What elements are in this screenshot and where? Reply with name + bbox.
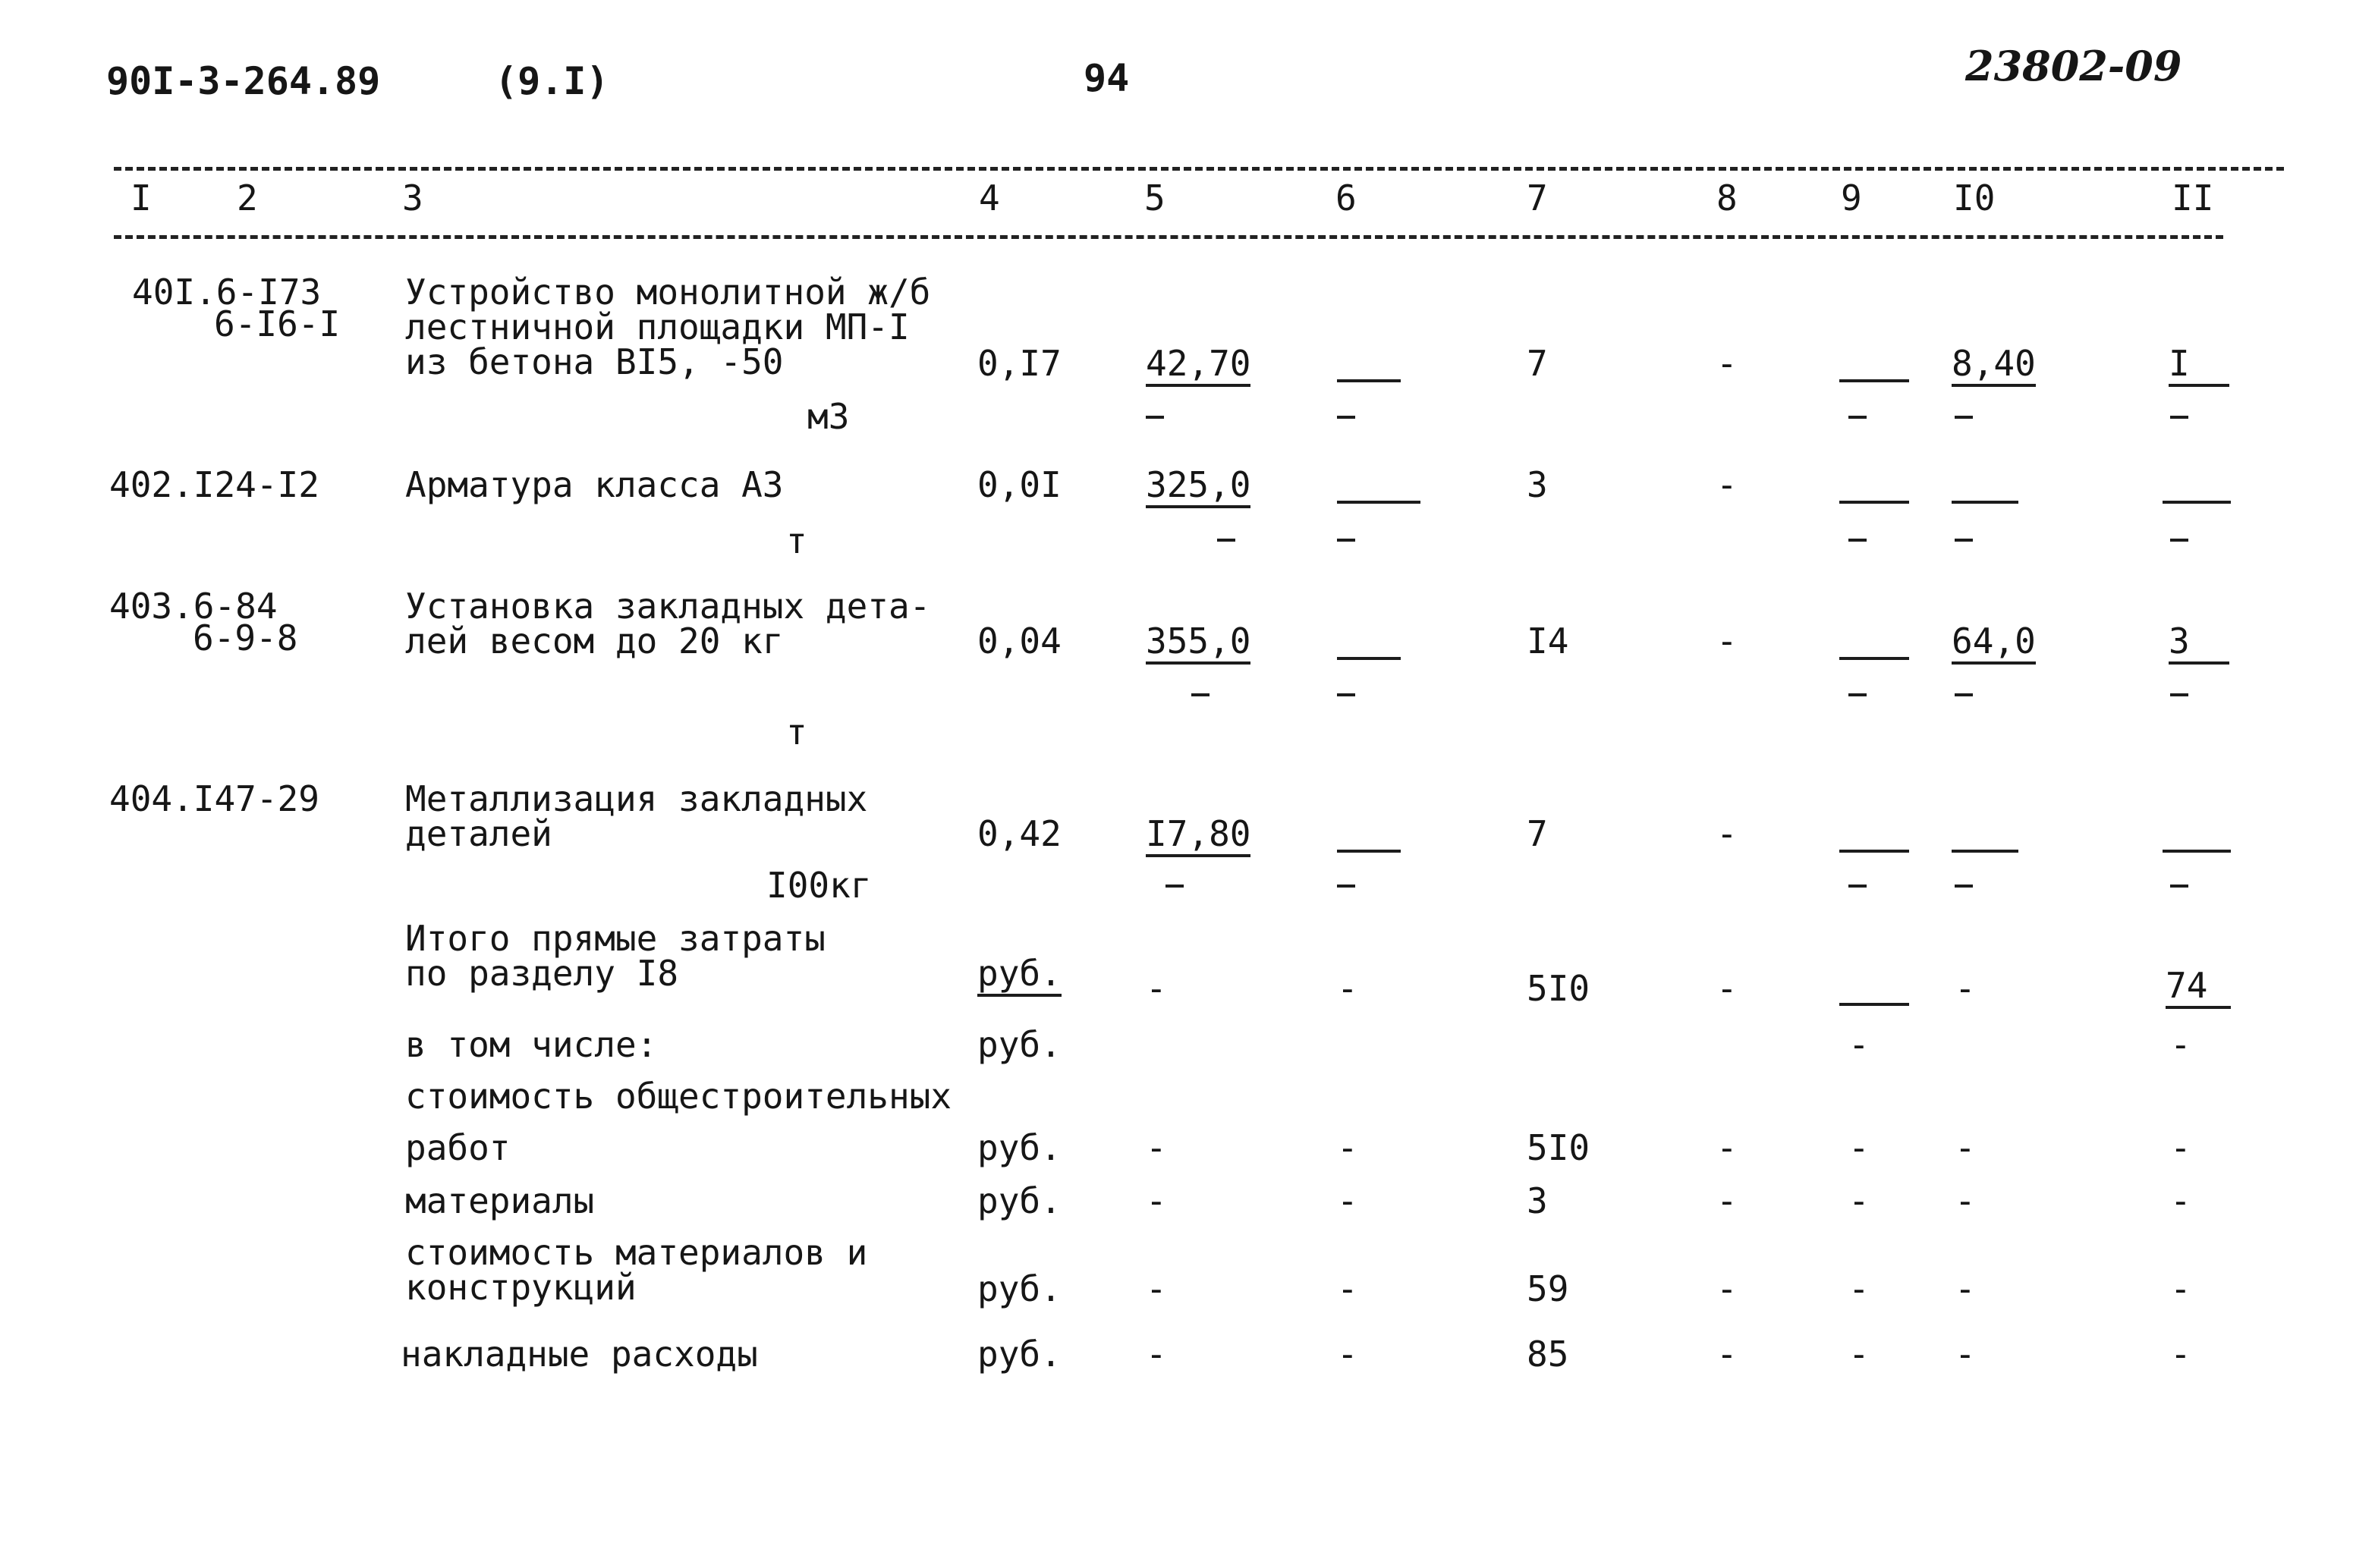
col-header-5: 5 bbox=[1144, 178, 1165, 218]
row-403-dash-5 bbox=[1191, 693, 1210, 696]
row-404-dash-6 bbox=[1337, 885, 1355, 888]
row-402-dash-5 bbox=[1217, 539, 1235, 542]
works-c6: - bbox=[1337, 1127, 1358, 1168]
col-header-8: 8 bbox=[1716, 178, 1738, 218]
row-401-desc-2: лестничной площадки МП-I bbox=[405, 306, 910, 347]
row-403-desc-1: Установка закладных дета- bbox=[405, 586, 931, 627]
col-header-10: I0 bbox=[1953, 178, 1996, 218]
row-403-c7: I4 bbox=[1527, 621, 1569, 661]
row-402-c11-mark bbox=[2163, 501, 2231, 504]
page-number: 94 bbox=[1084, 56, 1130, 100]
row-404-c9-mark bbox=[1839, 850, 1909, 853]
row-404-c5: I7,80 bbox=[1146, 816, 1250, 857]
row-402-unit: т bbox=[786, 520, 807, 561]
total-c7: 5I0 bbox=[1527, 968, 1590, 1009]
row-404-dash-5 bbox=[1165, 885, 1184, 888]
album-number: (9.I) bbox=[495, 59, 609, 103]
row-404-c11-mark bbox=[2163, 850, 2231, 853]
mat-constr-c5: - bbox=[1146, 1268, 1167, 1309]
materials-c11: - bbox=[2170, 1180, 2191, 1221]
row-401-c11: I bbox=[2169, 346, 2229, 387]
mat-constr-label-2: конструкций bbox=[405, 1267, 637, 1308]
row-402-desc-1: Арматура класса А3 bbox=[405, 464, 784, 505]
total-c5: - bbox=[1146, 968, 1167, 1009]
total-c8: - bbox=[1716, 968, 1738, 1009]
mat-constr-c11: - bbox=[2170, 1268, 2191, 1309]
works-unit: руб. bbox=[977, 1127, 1062, 1168]
row-403-qty: 0,04 bbox=[977, 621, 1062, 661]
row-403-c11: 3 bbox=[2169, 624, 2229, 665]
overhead-c7: 85 bbox=[1527, 1334, 1569, 1375]
materials-c8: - bbox=[1716, 1180, 1738, 1221]
total-label-1: Итого прямые затраты bbox=[405, 918, 826, 959]
row-401-c9-mark bbox=[1839, 379, 1909, 382]
mat-constr-c6: - bbox=[1337, 1268, 1358, 1309]
general-construction-label: стоимость общестроительных bbox=[405, 1076, 952, 1117]
col-header-11: II bbox=[2172, 178, 2214, 218]
row-403-c5: 355,0 bbox=[1146, 624, 1250, 665]
materials-label: материалы bbox=[405, 1180, 595, 1221]
works-c11: - bbox=[2170, 1127, 2191, 1168]
row-401-dash-10 bbox=[1955, 416, 1973, 419]
row-401-c5: 42,70 bbox=[1146, 346, 1250, 387]
mat-constr-c8: - bbox=[1716, 1268, 1738, 1309]
row-402-dash-6 bbox=[1337, 539, 1355, 542]
total-c9-mark bbox=[1839, 1003, 1909, 1006]
row-401-code: 40I.6-I73 bbox=[132, 272, 322, 313]
row-403-c6-mark bbox=[1337, 657, 1401, 660]
row-404-code: 404.I47-29 bbox=[109, 778, 319, 819]
row-404-qty: 0,42 bbox=[977, 813, 1062, 854]
row-401-c10: 8,40 bbox=[1952, 346, 2036, 387]
col-header-3: 3 bbox=[402, 178, 423, 218]
works-c7: 5I0 bbox=[1527, 1127, 1590, 1168]
materials-c10: - bbox=[1955, 1180, 1976, 1221]
row-401-dash-5 bbox=[1146, 416, 1164, 419]
row-403-dash-10 bbox=[1955, 693, 1973, 696]
row-401-c8: - bbox=[1716, 343, 1738, 384]
header-bottom-rule bbox=[114, 235, 2223, 239]
row-404-desc-1: Металлизация закладных bbox=[405, 778, 868, 819]
overhead-c11: - bbox=[2170, 1334, 2191, 1375]
row-401-qty: 0,I7 bbox=[977, 343, 1062, 384]
row-401-c6-mark bbox=[1337, 379, 1401, 382]
materials-c6: - bbox=[1337, 1180, 1358, 1221]
row-404-c7: 7 bbox=[1527, 813, 1548, 854]
row-403-dash-11 bbox=[2170, 693, 2188, 696]
row-402-c8: - bbox=[1716, 464, 1738, 505]
row-402-c10-mark bbox=[1952, 501, 2018, 504]
row-401-desc-3: из бетона BI5, -50 bbox=[405, 341, 784, 382]
document-number: 90I-3-264.89 bbox=[106, 59, 381, 103]
row-404-dash-9 bbox=[1848, 885, 1867, 888]
total-c10: - bbox=[1955, 968, 1976, 1009]
row-403-c8: - bbox=[1716, 621, 1738, 661]
materials-c7: 3 bbox=[1527, 1180, 1548, 1221]
row-402-c5: 325,0 bbox=[1146, 467, 1250, 508]
total-unit: руб. bbox=[977, 956, 1062, 997]
mat-constr-c9: - bbox=[1848, 1268, 1870, 1309]
materials-c9: - bbox=[1848, 1180, 1870, 1221]
row-404-unit: I00кг bbox=[766, 865, 872, 906]
row-401-unit: м3 bbox=[807, 396, 850, 437]
row-401-dash-11 bbox=[2170, 416, 2188, 419]
materials-c5: - bbox=[1146, 1180, 1167, 1221]
row-403-c9-mark bbox=[1839, 657, 1909, 660]
row-401-dash-6 bbox=[1337, 416, 1355, 419]
overhead-c6: - bbox=[1337, 1334, 1358, 1375]
col-header-1: I bbox=[131, 178, 152, 218]
row-403-code2: 6-9-8 bbox=[193, 617, 298, 658]
overhead-c5: - bbox=[1146, 1334, 1167, 1375]
col-header-4: 4 bbox=[979, 178, 1000, 218]
works-c8: - bbox=[1716, 1127, 1738, 1168]
mat-constr-c10: - bbox=[1955, 1268, 1976, 1309]
inventory-stamp: 23802-09 bbox=[1965, 42, 2182, 90]
row-401-desc-1: Устройство монолитной ж/б bbox=[405, 272, 931, 313]
row-402-c9-mark bbox=[1839, 501, 1909, 504]
materials-unit: руб. bbox=[977, 1180, 1062, 1221]
overhead-c9: - bbox=[1848, 1334, 1870, 1375]
row-404-c10-mark bbox=[1952, 850, 2018, 853]
row-403-desc-2: лей весом до 20 кг bbox=[405, 621, 784, 661]
row-404-dash-10 bbox=[1955, 885, 1973, 888]
row-401-c7: 7 bbox=[1527, 343, 1548, 384]
row-404-desc-2: деталей bbox=[405, 813, 552, 854]
works-c5: - bbox=[1146, 1127, 1167, 1168]
col-header-9: 9 bbox=[1841, 178, 1862, 218]
total-c6: - bbox=[1337, 968, 1358, 1009]
overhead-label: накладные расходы bbox=[401, 1334, 758, 1375]
mat-constr-unit: руб. bbox=[977, 1268, 1062, 1309]
col-header-6: 6 bbox=[1335, 178, 1357, 218]
works-label: работ bbox=[405, 1127, 511, 1168]
row-401-code2: 6-I6-I bbox=[214, 303, 341, 344]
incl-c9: - bbox=[1848, 1024, 1870, 1065]
row-402-dash-10 bbox=[1955, 539, 1973, 542]
overhead-c8: - bbox=[1716, 1334, 1738, 1375]
row-403-unit: т bbox=[786, 712, 807, 753]
incl-c11: - bbox=[2170, 1024, 2191, 1065]
row-403-dash-9 bbox=[1848, 693, 1867, 696]
row-402-code: 402.I24-I2 bbox=[109, 464, 319, 505]
row-404-c8: - bbox=[1716, 813, 1738, 854]
works-c10: - bbox=[1955, 1127, 1976, 1168]
col-header-7: 7 bbox=[1527, 178, 1548, 218]
row-402-c7: 3 bbox=[1527, 464, 1548, 505]
total-c11: 74 bbox=[2166, 968, 2231, 1009]
row-404-c6-mark bbox=[1337, 850, 1401, 853]
mat-constr-label-1: стоимость материалов и bbox=[405, 1232, 868, 1273]
incl-unit: руб. bbox=[977, 1024, 1062, 1065]
row-401-dash-9 bbox=[1848, 416, 1867, 419]
row-403-c10: 64,0 bbox=[1952, 624, 2036, 665]
total-label-2: по разделу I8 bbox=[405, 953, 679, 994]
works-c9: - bbox=[1848, 1127, 1870, 1168]
mat-constr-c7: 59 bbox=[1527, 1268, 1569, 1309]
row-402-dash-9 bbox=[1848, 539, 1867, 542]
overhead-unit: руб. bbox=[977, 1334, 1062, 1375]
overhead-c10: - bbox=[1955, 1334, 1976, 1375]
row-402-dash-11 bbox=[2170, 539, 2188, 542]
col-header-2: 2 bbox=[237, 178, 258, 218]
header-top-rule bbox=[114, 167, 2284, 171]
row-403-dash-6 bbox=[1337, 693, 1355, 696]
row-404-dash-11 bbox=[2170, 885, 2188, 888]
row-402-qty: 0,0I bbox=[977, 464, 1062, 505]
incl-label: в том числе: bbox=[405, 1024, 658, 1065]
row-402-c6-mark bbox=[1337, 501, 1420, 504]
row-403-code: 403.6-84 bbox=[109, 586, 278, 627]
